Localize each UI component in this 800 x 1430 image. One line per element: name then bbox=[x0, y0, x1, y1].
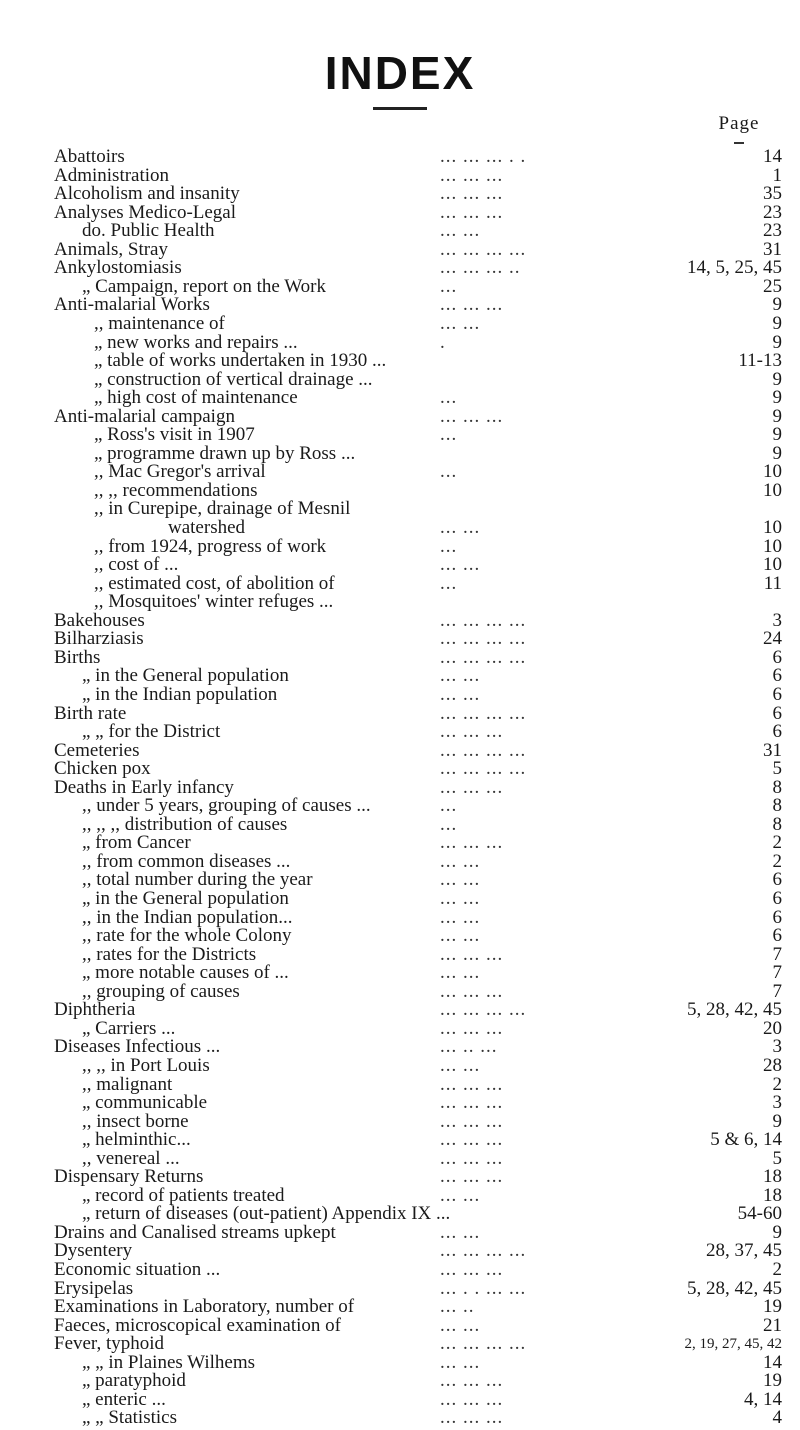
entry-leader-dots: ... ... ... . . bbox=[440, 146, 527, 167]
entry-leader-dots: ... ... bbox=[440, 906, 481, 928]
entry-page-ref: 9 bbox=[772, 294, 782, 316]
entry-label: watershed bbox=[168, 517, 246, 538]
entry-leader-dots: ... ... ... bbox=[440, 1073, 504, 1095]
entry-page-ref: 9 bbox=[772, 424, 782, 446]
entry-page-ref: 31 bbox=[763, 238, 782, 260]
entry-page-ref: 54-60 bbox=[737, 1203, 782, 1225]
entry-leader-dots: ... ... bbox=[440, 850, 481, 872]
entry-label: ,, insect borne bbox=[82, 1110, 189, 1132]
entry-leader-dots: ... ... ... bbox=[440, 943, 504, 965]
entry-label: ,, Mac Gregor's arrival bbox=[94, 461, 266, 483]
entry-page-ref: 9 bbox=[772, 331, 782, 353]
entry-leader-dots: ... ... ... ... bbox=[440, 646, 527, 668]
entry-page-ref: 9 bbox=[772, 1221, 782, 1243]
entry-label: Fever, typhoid bbox=[54, 1333, 165, 1355]
entry-page-ref: 24 bbox=[763, 628, 782, 650]
entry-leader-dots: ... ... ... bbox=[440, 1388, 504, 1410]
entry-page-ref: 5 bbox=[772, 758, 782, 780]
entry-leader-dots: ... ... ... .. bbox=[440, 257, 521, 279]
entry-page-ref: 8 bbox=[772, 776, 782, 798]
entry-label: Diphtheria bbox=[54, 999, 136, 1021]
entry-label: „ Campaign, report on the Work bbox=[82, 275, 327, 297]
entry-label: ,, Mosquitoes' winter refuges ... bbox=[94, 591, 334, 613]
entry-label: do. Public Health bbox=[82, 220, 215, 242]
entry-leader-dots: ... bbox=[440, 535, 458, 557]
entry-leader-dots: ... ... bbox=[440, 888, 481, 909]
entry-page-ref: 2 bbox=[772, 1259, 782, 1280]
entry-leader-dots: ... ... ... ... bbox=[440, 999, 527, 1021]
entry-label: ,, in Curepipe, drainage of Mesnil bbox=[94, 498, 351, 520]
entry-leader-dots: ... ... ... bbox=[440, 980, 504, 1002]
entry-leader-dots: ... ... ... bbox=[440, 294, 504, 316]
entry-page-ref: 9 bbox=[772, 387, 782, 409]
entry-page-ref: 6 bbox=[772, 646, 782, 668]
entry-leader-dots: ... ... bbox=[440, 665, 481, 687]
entry-page-ref: 3 bbox=[772, 1092, 782, 1114]
entry-leader-dots: ... . . ... ... bbox=[440, 1277, 527, 1299]
entry-page-ref: 8 bbox=[772, 813, 782, 835]
entry-label: Anti-malarial campaign bbox=[54, 405, 235, 427]
entry-label: Examinations in Laboratory, number of bbox=[54, 1296, 355, 1318]
entry-label: Alcoholism and insanity bbox=[54, 183, 240, 205]
entry-page-ref: 2 bbox=[772, 850, 782, 872]
entry-leader-dots: ... bbox=[440, 461, 458, 483]
entry-leader-dots: ... ... ... ... bbox=[440, 1333, 527, 1355]
entry-page-ref: 14 bbox=[763, 1351, 782, 1373]
entry-label: „ Carriers ... bbox=[82, 1017, 176, 1039]
entry-page-ref: 7 bbox=[772, 962, 782, 984]
entry-page-ref: 5 & 6, 14 bbox=[710, 1129, 782, 1151]
entry-label: Analyses Medico-Legal bbox=[54, 201, 237, 223]
entry-page-ref: 10 bbox=[763, 517, 782, 538]
entry-label: Faeces, microscopical examination of bbox=[54, 1314, 342, 1336]
entry-label: Animals, Stray bbox=[54, 238, 168, 260]
entry-label: ,, rate for the whole Colony bbox=[82, 925, 292, 947]
entry-label: Dispensary Returns bbox=[54, 1166, 204, 1188]
entry-page-ref: 6 bbox=[772, 721, 782, 743]
entry-page-ref: 6 bbox=[772, 702, 782, 724]
entry-page-ref: 7 bbox=[772, 943, 782, 965]
entry-label: „ paratyphoid bbox=[82, 1370, 186, 1392]
entry-leader-dots: ... bbox=[440, 275, 458, 297]
entry-label: ,, rates for the Districts bbox=[82, 943, 257, 965]
index-entry bbox=[0, 1406, 800, 1430]
entry-label: „ return of diseases (out-patient) Appendix IX ... bbox=[82, 1203, 451, 1225]
entry-label: „ enteric ... bbox=[82, 1388, 166, 1410]
entry-page-ref: 3 bbox=[772, 609, 782, 631]
entry-page-ref: 3 bbox=[772, 1036, 782, 1058]
entry-leader-dots: ... bbox=[440, 813, 458, 835]
entry-label: ,, estimated cost, of abolition of bbox=[94, 572, 335, 594]
entry-page-ref: 35 bbox=[763, 183, 782, 205]
entry-leader-dots: ... ... ... bbox=[440, 776, 504, 798]
entry-leader-dots: ... ... ... bbox=[440, 1129, 504, 1151]
entry-page-ref: 10 bbox=[763, 461, 782, 483]
entry-label: ,, grouping of causes bbox=[82, 980, 240, 1002]
entry-page-ref: 9 bbox=[772, 368, 782, 390]
entry-page-ref: 4 bbox=[772, 1407, 782, 1429]
entry-leader-dots: ... ... bbox=[440, 683, 481, 705]
entry-leader-dots: ... ... ... bbox=[440, 183, 504, 205]
entry-label: „ helminthic... bbox=[82, 1129, 191, 1151]
entry-leader-dots: ... ... ... bbox=[440, 405, 504, 427]
entry-label: „ high cost of maintenance bbox=[94, 387, 298, 409]
entry-page-ref: 11 bbox=[763, 572, 782, 594]
entry-leader-dots: ... ... ... bbox=[440, 1259, 504, 1280]
entry-leader-dots: ... ... bbox=[440, 1054, 481, 1076]
entry-label: „ „ in Plaines Wilhems bbox=[82, 1351, 256, 1373]
entry-page-ref: 8 bbox=[772, 795, 782, 817]
entry-label: „ in the General population bbox=[82, 888, 289, 909]
entry-page-ref: 6 bbox=[772, 869, 782, 891]
entry-page-ref: 2, 19, 27, 45, 42 bbox=[684, 1336, 782, 1353]
entry-label: ,, under 5 years, grouping of causes ... bbox=[82, 795, 371, 817]
entry-label: „ table of works undertaken in 1930 ... bbox=[94, 350, 387, 372]
entry-page-ref: 28, 37, 45 bbox=[706, 1240, 782, 1262]
entry-label: Drains and Canalised streams upkept bbox=[54, 1221, 336, 1243]
entry-label: ,, from 1924, progress of work bbox=[94, 535, 327, 557]
entry-label: „ „ Statistics bbox=[82, 1407, 177, 1429]
entry-label: ,, in the Indian population... bbox=[82, 906, 293, 928]
entry-page-ref: 23 bbox=[763, 220, 782, 242]
entry-page-ref: 5 bbox=[772, 1147, 782, 1169]
entry-page-ref: 6 bbox=[772, 925, 782, 947]
page-title: INDEX bbox=[324, 47, 476, 99]
entry-page-ref: 9 bbox=[772, 442, 782, 464]
entry-label: Bakehouses bbox=[54, 609, 145, 631]
entry-leader-dots: ... ... ... ... bbox=[440, 1240, 527, 1262]
entry-page-ref: 5, 28, 42, 45 bbox=[687, 999, 782, 1021]
entry-page-ref: 28 bbox=[763, 1054, 782, 1076]
entry-page-ref: 6 bbox=[772, 665, 782, 687]
entry-label: ,, malignant bbox=[82, 1073, 173, 1095]
entry-leader-dots: ... ... bbox=[440, 554, 481, 576]
entry-label: ,, cost of ... bbox=[94, 554, 179, 576]
entry-page-ref: 6 bbox=[772, 683, 782, 705]
entry-label: „ in the Indian population bbox=[82, 683, 278, 705]
entry-label: ,, total number during the year bbox=[82, 869, 313, 891]
entry-label: ,, venereal ... bbox=[82, 1147, 180, 1169]
entry-leader-dots: ... ... bbox=[440, 925, 481, 947]
entry-leader-dots: ... bbox=[440, 795, 458, 817]
entry-label: „ programme drawn up by Ross ... bbox=[94, 442, 356, 464]
entry-leader-dots: ... ... bbox=[440, 1221, 481, 1243]
entry-leader-dots: ... ... ... ... bbox=[440, 739, 527, 761]
entry-label: ,, from common diseases ... bbox=[82, 850, 291, 872]
entry-page-ref: 10 bbox=[763, 535, 782, 557]
entry-leader-dots: ... ... ... ... bbox=[440, 628, 527, 650]
entry-leader-dots: ... ... ... bbox=[440, 721, 504, 743]
entry-page-ref: 10 bbox=[763, 479, 782, 501]
entry-leader-dots: ... ... bbox=[440, 312, 481, 334]
entry-label: „ Ross's visit in 1907 bbox=[94, 424, 255, 446]
entry-page-ref: 4, 14 bbox=[744, 1388, 782, 1410]
entry-label: Administration bbox=[54, 164, 170, 186]
entry-leader-dots: ... ... ... bbox=[440, 1110, 504, 1132]
entry-label: „ „ for the District bbox=[82, 721, 221, 743]
entry-leader-dots: ... ... bbox=[440, 1184, 481, 1206]
entry-leader-dots: ... .. bbox=[440, 1296, 475, 1318]
entry-label: Ankylostomiasis bbox=[54, 257, 182, 279]
entry-label: „ in the General population bbox=[82, 665, 289, 687]
entry-page-ref: 5, 28, 42, 45 bbox=[687, 1277, 782, 1299]
entry-label: „ construction of vertical drainage ... bbox=[94, 368, 373, 390]
entry-label: Births bbox=[54, 646, 101, 668]
entry-page-ref: 14, 5, 25, 45 bbox=[687, 257, 782, 279]
entry-leader-dots: ... ... ... bbox=[440, 164, 504, 186]
entry-label: Cemeteries bbox=[54, 739, 140, 761]
entry-page-ref: 23 bbox=[763, 201, 782, 223]
entry-page-ref: 20 bbox=[763, 1017, 782, 1039]
entry-leader-dots: ... ... ... bbox=[440, 832, 504, 854]
entry-leader-dots: . bbox=[440, 331, 446, 353]
entry-leader-dots: ... .. ... bbox=[440, 1036, 498, 1058]
entry-leader-dots: ... ... bbox=[440, 1351, 481, 1373]
entry-page-ref: 9 bbox=[772, 312, 782, 334]
entry-label: Erysipelas bbox=[54, 1277, 134, 1299]
entry-page-ref: 6 bbox=[772, 888, 782, 909]
entry-page-ref: 10 bbox=[763, 554, 782, 576]
entry-page-ref: 14 bbox=[763, 146, 782, 167]
entry-page-ref: 31 bbox=[763, 739, 782, 761]
entry-leader-dots: ... ... ... bbox=[440, 1017, 504, 1039]
page-column-header: Page bbox=[718, 113, 760, 134]
entry-page-ref: 21 bbox=[763, 1314, 782, 1336]
entry-leader-dots: ... ... ... bbox=[440, 1407, 504, 1429]
entry-leader-dots: ... ... ... bbox=[440, 1166, 504, 1188]
entry-leader-dots: ... bbox=[440, 424, 458, 446]
entry-page-ref: 6 bbox=[772, 906, 782, 928]
entry-page-ref: 9 bbox=[772, 1110, 782, 1132]
entry-page-ref: 2 bbox=[772, 1073, 782, 1095]
entry-page-ref: 9 bbox=[772, 405, 782, 427]
entry-leader-dots: ... ... ... ... bbox=[440, 238, 527, 260]
entry-page-ref: 11-13 bbox=[738, 350, 782, 372]
entry-label: „ record of patients treated bbox=[82, 1184, 285, 1206]
entry-leader-dots: ... ... ... bbox=[440, 1370, 504, 1392]
entry-label: „ new works and repairs ... bbox=[94, 331, 298, 353]
entry-page-ref: 18 bbox=[763, 1166, 782, 1188]
entry-leader-dots: ... ... ... ... bbox=[440, 609, 527, 631]
entry-leader-dots: ... ... bbox=[440, 517, 481, 538]
entry-leader-dots: ... ... bbox=[440, 1314, 481, 1336]
entry-label: ,, ,, recommendations bbox=[94, 479, 258, 501]
entry-label: Anti-malarial Works bbox=[54, 294, 210, 316]
entry-label: ,, maintenance of bbox=[94, 312, 225, 334]
entry-leader-dots: ... ... ... bbox=[440, 1092, 504, 1114]
entry-label: Economic situation ... bbox=[54, 1259, 221, 1280]
entry-leader-dots: ... ... ... bbox=[440, 1147, 504, 1169]
entry-page-ref: 19 bbox=[763, 1370, 782, 1392]
entry-label: „ communicable bbox=[82, 1092, 208, 1114]
entry-label: Bilharziasis bbox=[54, 628, 144, 650]
entry-label: Diseases Infectious ... bbox=[54, 1036, 221, 1058]
entry-label: Birth rate bbox=[54, 702, 127, 724]
entry-page-ref: 19 bbox=[763, 1296, 782, 1318]
entry-page-ref: 2 bbox=[772, 832, 782, 854]
entry-page-ref: 7 bbox=[772, 980, 782, 1002]
entry-label: ,, ,, in Port Louis bbox=[82, 1054, 210, 1076]
entry-label: ,, ,, ,, distribution of causes bbox=[82, 813, 288, 835]
entry-leader-dots: ... ... bbox=[440, 869, 481, 891]
entry-page-ref: 25 bbox=[763, 275, 782, 297]
entry-page-ref: 18 bbox=[763, 1184, 782, 1206]
entry-leader-dots: ... ... ... ... bbox=[440, 758, 527, 780]
entry-label: Dysentery bbox=[54, 1240, 133, 1262]
entry-leader-dots: ... ... ... ... bbox=[440, 702, 527, 724]
entry-leader-dots: ... ... bbox=[440, 220, 481, 242]
entry-leader-dots: ... ... ... bbox=[440, 201, 504, 223]
entry-label: Deaths in Early infancy bbox=[54, 776, 234, 798]
entry-leader-dots: ... bbox=[440, 387, 458, 409]
entry-label: Abattoirs bbox=[54, 146, 125, 167]
entry-leader-dots: ... bbox=[440, 572, 458, 594]
entry-label: „ from Cancer bbox=[82, 832, 191, 854]
entry-label: Chicken pox bbox=[54, 758, 151, 780]
entry-page-ref: 1 bbox=[772, 164, 782, 186]
entry-label: „ more notable causes of ... bbox=[82, 962, 289, 984]
entry-leader-dots: ... ... bbox=[440, 962, 481, 984]
